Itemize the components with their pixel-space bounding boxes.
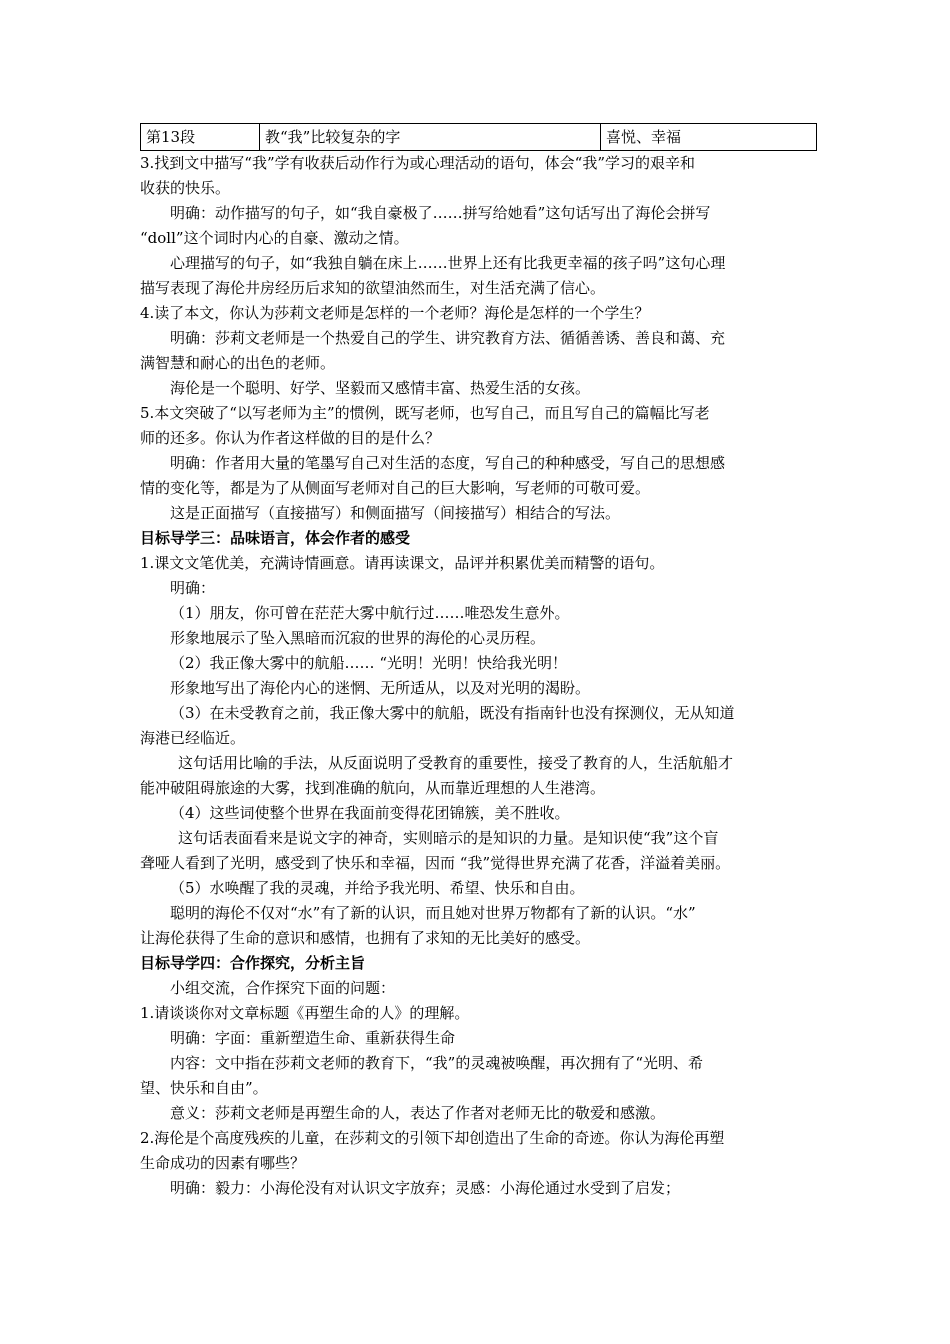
text-line: 明确：动作描写的句子，如“我自豪极了……拼写给她看”这句话写出了海伦会拼写 [170,204,711,222]
text-line: 聪明的海伦不仅对“水”有了新的认识，而且她对世界万物都有了新的认识。“水” [170,904,696,922]
text-line: （5）水唤醒了我的灵魂，并给予我光明、希望、快乐和自由。 [170,879,585,897]
section-heading: 目标导学三：品味语言，体会作者的感受 [140,529,411,547]
text-line: 5.本文突破了“以写老师为主”的惯例，既写老师，也写自己，而且写自己的篇幅比写老 [140,404,710,422]
text-line: 明确：作者用大量的笔墨写自己对生活的态度，写自己的种种感受，写自己的思想感 [170,454,726,472]
text-line: 内容：文中指在莎莉文老师的教育下，“我”的灵魂被唤醒，再次拥有了“光明、希 [170,1054,704,1072]
text-line: （2）我正像大雾中的航船…… “光明！光明！快给我光明！ [170,654,567,672]
text-line: 生命成功的因素有哪些？ [140,1154,306,1172]
text-line: 明确：毅力：小海伦没有对认识文字放弃；灵感：小海伦通过水受到了启发； [170,1179,681,1197]
text-line: 收获的快乐。 [140,179,231,197]
table-cell-paragraph: 第13段 [141,124,260,151]
text-line: 明确：莎莉文老师是一个热爱自己的学生、讲究教育方法、循循善诱、善良和蔼、充 [170,329,726,347]
text-line: 心理描写的句子，如“我独自躺在床上……世界上还有比我更幸福的孩子吗”这句心理 [170,254,726,272]
section-heading: 目标导学四：合作探究，分析主旨 [140,954,366,972]
text-line: 海港已经临近。 [140,729,246,747]
text-line: 形象地展示了坠入黑暗而沉寂的世界的海伦的心灵历程。 [170,629,546,647]
table-cell-emotion: 喜悦、幸福 [601,124,817,151]
text-line: 4.读了本文，你认为莎莉文老师是怎样的一个老师？海伦是怎样的一个学生？ [140,304,650,322]
text-line: （3）在未受教育之前，我正像大雾中的航船，既没有指南针也没有探测仪，无从知道 [170,704,735,722]
text-line: 让海伦获得了生命的意识和感情，也拥有了求知的无比美好的感受。 [140,929,591,947]
text-line: 能冲破阻碍旅途的大雾，找到准确的航向，从而靠近理想的人生港湾。 [140,779,606,797]
text-line: 聋哑人看到了光明，感受到了快乐和幸福，因而 “我”觉得世界充满了花香，洋溢着美丽。 [140,854,731,872]
text-line: 意义：莎莉文老师是再塑生命的人，表达了作者对老师无比的敬爱和感激。 [170,1104,666,1122]
text-line: （1）朋友，你可曾在茫茫大雾中航行过……唯恐发生意外。 [170,604,570,622]
text-line: 小组交流，合作探究下面的问题： [170,979,396,997]
table-cell-content: 教“我”比较复杂的字 [260,124,601,151]
text-line: 这是正面描写（直接描写）和侧面描写（间接描写）相结合的写法。 [170,504,621,522]
text-line: 形象地写出了海伦内心的迷惘、无所适从，以及对光明的渴盼。 [170,679,591,697]
text-line: 情的变化等，都是为了从侧面写老师对自己的巨大影响，写老师的可敬可爱。 [140,479,651,497]
paragraph-table [140,123,817,151]
text-line: 明确： [170,579,216,597]
text-line: 师的还多。你认为作者这样做的目的是什么？ [140,429,441,447]
text-line: 望、快乐和自由”。 [140,1079,268,1097]
text-line: （4）这些词使整个世界在我面前变得花团锦簇，美不胜收。 [170,804,570,822]
text-line: 满智慧和耐心的出色的老师。 [140,354,336,372]
text-line: 1.课文文笔优美，充满诗情画意。请再读课文，品评并积累优美而精警的语句。 [140,554,665,572]
text-line: 这句话表面看来是说文字的神奇，实则暗示的是知识的力量。是知识使“我”这个盲 [178,829,719,847]
text-line: 这句话用比喻的手法，从反面说明了受教育的重要性，接受了教育的人，生活航船才 [178,754,734,772]
text-line: 海伦是一个聪明、好学、坚毅而又感情丰富、热爱生活的女孩。 [170,379,591,397]
text-line: 明确：字面：重新塑造生命、重新获得生命 [170,1029,456,1047]
text-line: 1.请谈谈你对文章标题《再塑生命的人》的理解。 [140,1004,470,1022]
text-line: 3.找到文中描写“我”学有收获后动作行为或心理活动的语句，体会“我”学习的艰辛和 [140,154,695,172]
text-line: “doll”这个词时内心的自豪、激动之情。 [140,229,409,247]
text-line: 描写表现了海伦井房经历后求知的欲望油然而生，对生活充满了信心。 [140,279,606,297]
document-content [140,123,816,1201]
table-row [141,124,817,151]
text-line: 2.海伦是个高度残疾的儿童，在莎莉文的引领下却创造出了生命的奇迹。你认为海伦再塑 [140,1129,725,1147]
